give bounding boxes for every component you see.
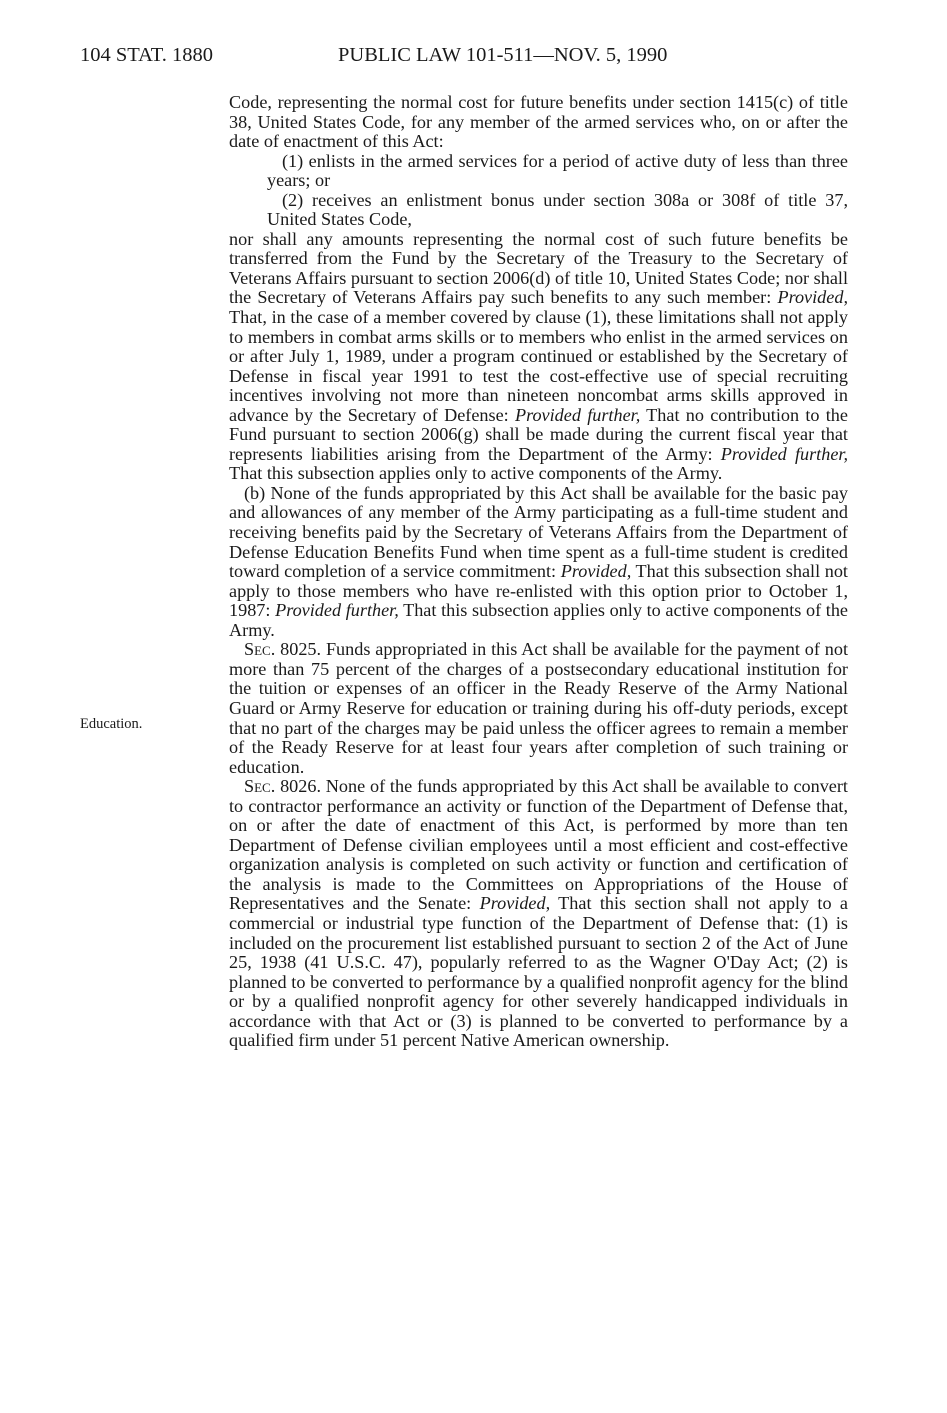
text-run: That no contribution to the Fund pursuant to section 2006(g) shall be made during the current fiscal year that represents liabilities arising from the Department of the Army: bbox=[229, 404, 848, 464]
sec-label: Sec. bbox=[244, 776, 276, 797]
text-run: That this subsection applies only to active components of the Army. bbox=[229, 600, 848, 640]
proviso-italic: Provided further, bbox=[514, 404, 641, 425]
text-run: nor shall any amounts representing the normal cost of such future benefits be transferred from the Fund by the Secretary of the Treasury to the Secretary of Veterans Affairs pursuant to section 2006(d) of title 10, United States Code; nor shall the Secretary of Veterans Affairs pay such benefits to any such member: bbox=[229, 228, 848, 308]
law-text bbox=[229, 93, 848, 1051]
text-run: That this section shall not apply to a commercial or industrial type function of the Department of Defense that: (1) is included on the procurement list established pursuant to section 2 of the Act of June 25, 1938 (41 U.S.C. 47), popularly referred to as the Wagner O'Day Act; (2) is planned to be converted to performance by a qualified nonprofit agency for the blind or by a qualified nonprofit agency for other severely handicapped individuals in accordance with that Act or (3) is planned to be converted to performance by a qualified firm under 51 percent Native American ownership. bbox=[229, 893, 848, 1051]
paragraph-limitations bbox=[229, 230, 848, 484]
text-run: 8025. Funds appropriated in this Act shall be available for the payment of not more than 75 percent of the charges of a postsecondary educational institution for the tuition or expenses of an officer in the Ready Reserve of the Army National Guard or Army Reserve for education or training during his off-duty periods, except that no part of the charges may be paid unless the officer agrees to remain a member of the Ready Reserve for at least four years after completion of such training or education. bbox=[229, 639, 848, 777]
proviso-italic: Provided, bbox=[479, 893, 551, 914]
proviso-italic: Provided further, bbox=[720, 443, 849, 464]
text-run: That this subsection shall not apply to those members who have re-enlisted with this option prior to October 1, 1987: bbox=[229, 561, 848, 621]
sec-label: Sec. bbox=[244, 639, 276, 660]
clause-1: (1) enlists in the armed services for a period of active duty of less than three years; or bbox=[267, 150, 848, 191]
subsection-b bbox=[229, 484, 848, 640]
text-run: That, in the case of a member covered by clause (1), these limitations shall not apply to members in combat arms skills or to members who enlist in the armed services on or after July 1, 1989, under a program continued or established by the Secretary of Defense in fiscal year 1991 to test the cost-effective use of special recruiting incentives involving not more than nineteen noncombat arms skills approved in advance by the Secretary of Defense: bbox=[229, 307, 848, 425]
text-run: That this subsection applies only to active components of the Army. bbox=[229, 463, 723, 484]
text-run: (b) None of the funds appropriated by this Act shall be available for the basic pay and allowances of any member of the Army participating as a full-time student and receiving benefits paid by the Secretary of Veterans Affairs from the Department of Defense Education Benefits Fund when time spent as a full-time student is credited toward completion of a service commitment: bbox=[229, 482, 848, 582]
section-8025 bbox=[229, 640, 848, 777]
proviso-italic: Provided, bbox=[777, 287, 848, 308]
page-header bbox=[80, 44, 860, 74]
stat-page-number: 104 STAT. 1880 bbox=[80, 44, 213, 66]
clause-2: (2) receives an enlistment bonus under section 308a or 308f of title 37, United States Code, bbox=[267, 189, 848, 230]
paragraph-continuation: Code, representing the normal cost for future benefits under section 1415(c) of title 38, United States Code, for any member of the armed services who, on or after the date of enactment of this Act: bbox=[229, 92, 848, 152]
margin-note: Education. bbox=[80, 716, 143, 732]
text-run: 8026. None of the funds appropriated by this Act shall be available to convert to contractor performance an activity or function of the Department of Defense that, on or after the date of enactment of this Act, is performed by more than ten Department of Defense civilian employees until a most efficient and cost-effective organization analysis is completed on such activity or function and certification of the analysis is made to the Committees on Appropriations of the House of Representatives and the Senate: bbox=[229, 776, 848, 914]
proviso-italic: Provided further, bbox=[275, 600, 399, 621]
section-8026 bbox=[229, 777, 848, 1051]
proviso-italic: Provided, bbox=[560, 561, 632, 582]
running-head: PUBLIC LAW 101-511—NOV. 5, 1990 bbox=[338, 44, 668, 66]
